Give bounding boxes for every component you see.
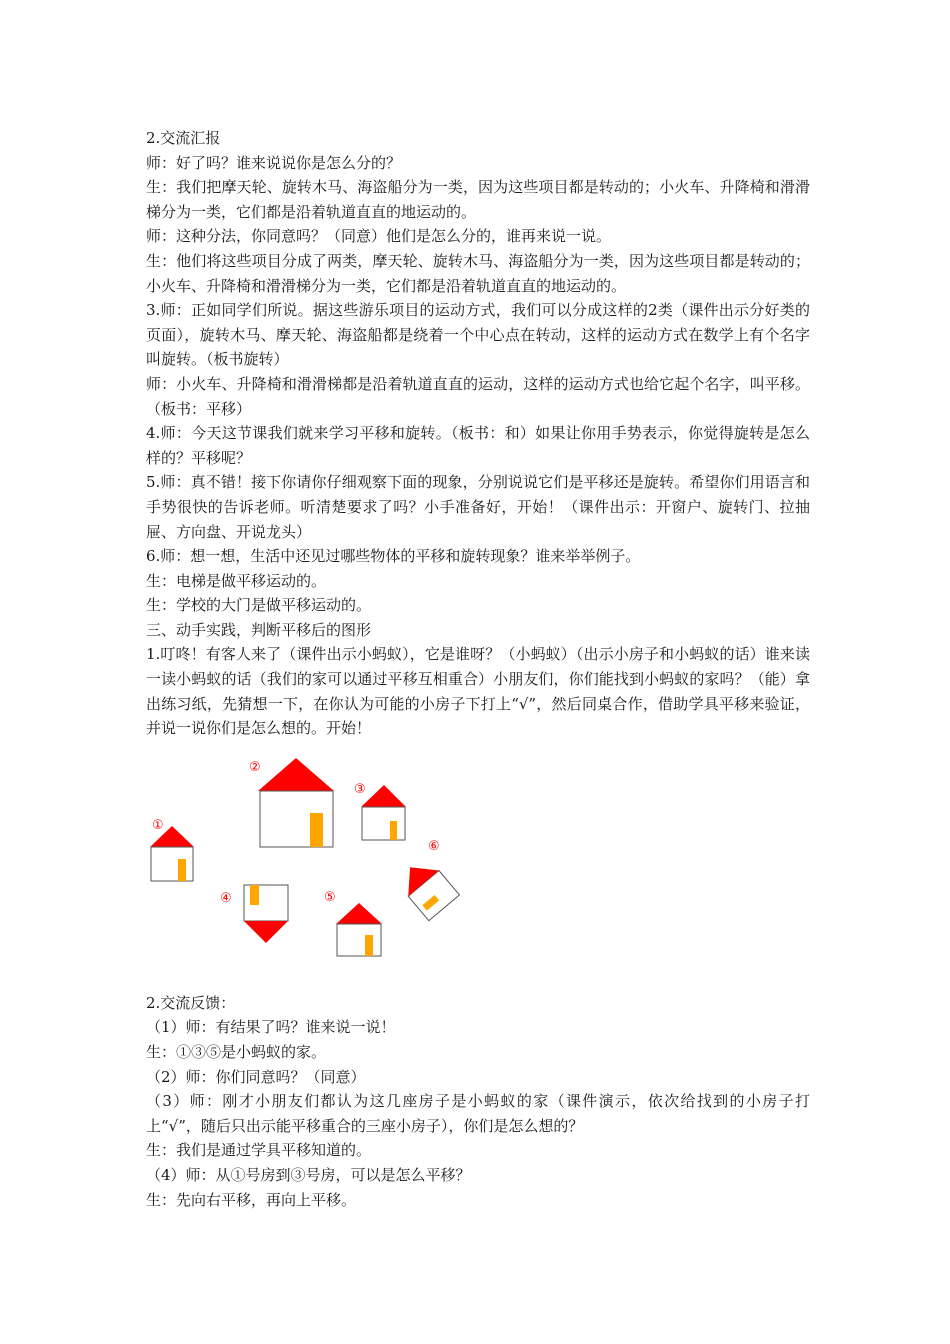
house-door bbox=[365, 935, 373, 956]
paragraph: （2）师：你们同意吗？（同意） bbox=[146, 1067, 366, 1086]
paragraph: 6.师：想一想，生活中还见过哪些物体的平移和旋转现象？谁来举举例子。 bbox=[146, 547, 641, 566]
paragraph: 生：我们把摩天轮、旋转木马、海盗船分为一类，因为这些项目都是转动的；小火车、升降椅和滑滑梯分为一类，它们都是沿着轨道直直的地运动的。 bbox=[146, 178, 810, 221]
paragraph: 师：小火车、升降椅和滑滑梯都是沿着轨道直直的运动，这样的运动方式也给它起个名字，叫平移。（板书：平移） bbox=[146, 374, 810, 418]
document-page bbox=[146, 126, 810, 1212]
paragraph: （1）师：有结果了吗？谁来说一说！ bbox=[146, 1018, 396, 1037]
house-label-6: ⑥ bbox=[428, 838, 440, 854]
house-door bbox=[390, 821, 397, 840]
house-roof bbox=[244, 921, 288, 943]
houses-figure bbox=[146, 741, 810, 991]
paragraph: 生：学校的大门是做平移运动的。 bbox=[146, 596, 372, 615]
text-block-2 bbox=[146, 991, 810, 1212]
paragraph: 师：好了吗？谁来说说你是怎么分的？ bbox=[146, 153, 402, 172]
house-roof bbox=[336, 903, 382, 924]
house-1 bbox=[150, 818, 194, 881]
paragraph: 2.交流反馈： bbox=[146, 993, 236, 1012]
house-5 bbox=[324, 890, 382, 956]
paragraph: 5.师：真不错！接下你请你仔细观察下面的现象，分别说说它们是平移还是旋转。希望你们用语言和手势很快的告诉老师。听清楚要求了吗？小手准备好，开始！（课件出示：开窗户、旋转门、拉抽屉、方向盘、开说龙头） bbox=[146, 473, 810, 541]
houses-illustration bbox=[146, 741, 810, 991]
paragraph: （4）师：从①号房到③号房，可以是怎么平移？ bbox=[146, 1166, 471, 1184]
house-4 bbox=[220, 885, 288, 943]
paragraph: （3）师：刚才小朋友们都认为这几座房子是小蚂蚁的家（课件演示，依次给找到的小房子打上“√”，随后只出示能平移重合的三座小房子），你们是怎么想的？ bbox=[146, 1092, 810, 1135]
paragraph: 3.师：正如同学们所说。据这些游乐项目的运动方式，我们可以分成这样的2类（课件出示分好类的页面），旋转木马、摩天轮、海盗船都是绕着一个中心点在转动，这样的运动方式在数学上有个名字叫旋转。（板书旋转） bbox=[146, 301, 810, 369]
paragraph: 生：①③⑤是小蚂蚁的家。 bbox=[146, 1043, 327, 1062]
section-heading: 三、动手实践，判断平移后的图形 bbox=[146, 620, 372, 639]
paragraph: 师：这种分法，你同意吗？（同意）他们是怎么分的，谁再来说一说。 bbox=[146, 227, 612, 246]
house-label-3: ③ bbox=[354, 781, 366, 797]
house-label-1: ① bbox=[152, 817, 164, 833]
paragraph: 生：我们是通过学具平移知道的。 bbox=[146, 1141, 372, 1160]
paragraph: 1.叮咚！有客人来了（课件出示小蚂蚁），它是谁呀？（小蚂蚁）（出示小房子和小蚂蚁的话）谁来读一读小蚂蚁的话（我们的家可以通过平移互相重合）小朋友们，你们能找到小蚂蚁的家吗？（能）拿出练习纸，先猜想一下，在你认为可能的小房子下打上“√”，然后同桌合作，借助学具平移来验证，并说一说你们是怎么想的。开始！ bbox=[146, 645, 810, 738]
house-label-4: ④ bbox=[220, 890, 232, 906]
paragraph: 生：先向右平移，再向上平移。 bbox=[146, 1190, 357, 1209]
paragraph: 生：他们将这些项目分成了两类，摩天轮、旋转木马、海盗船分为一类，因为这些项目都是转动的；小火车、升降椅和滑滑梯分为一类，它们都是沿着轨道直直的地运动的。 bbox=[146, 251, 810, 295]
house-door bbox=[250, 885, 259, 905]
house-wall bbox=[337, 924, 381, 956]
house-wall bbox=[151, 847, 193, 881]
house-wall bbox=[362, 807, 405, 840]
house-roof bbox=[361, 785, 406, 807]
house-label-2: ② bbox=[249, 759, 261, 775]
house-6 bbox=[395, 854, 460, 920]
text-block-1 bbox=[146, 126, 810, 741]
house-roof bbox=[258, 758, 334, 791]
house-label-5: ⑤ bbox=[324, 889, 336, 905]
paragraph: 4.师：今天这节课我们就来学习平移和旋转。（板书：和）如果让你用手势表示，你觉得旋转是怎么样的？平移呢？ bbox=[146, 424, 810, 467]
paragraph: 2.交流汇报 bbox=[146, 129, 221, 147]
house-2 bbox=[249, 758, 334, 847]
house-door bbox=[310, 813, 323, 847]
house-3 bbox=[354, 782, 406, 840]
paragraph: 生：电梯是做平移运动的。 bbox=[146, 571, 327, 590]
house-door bbox=[178, 859, 186, 881]
